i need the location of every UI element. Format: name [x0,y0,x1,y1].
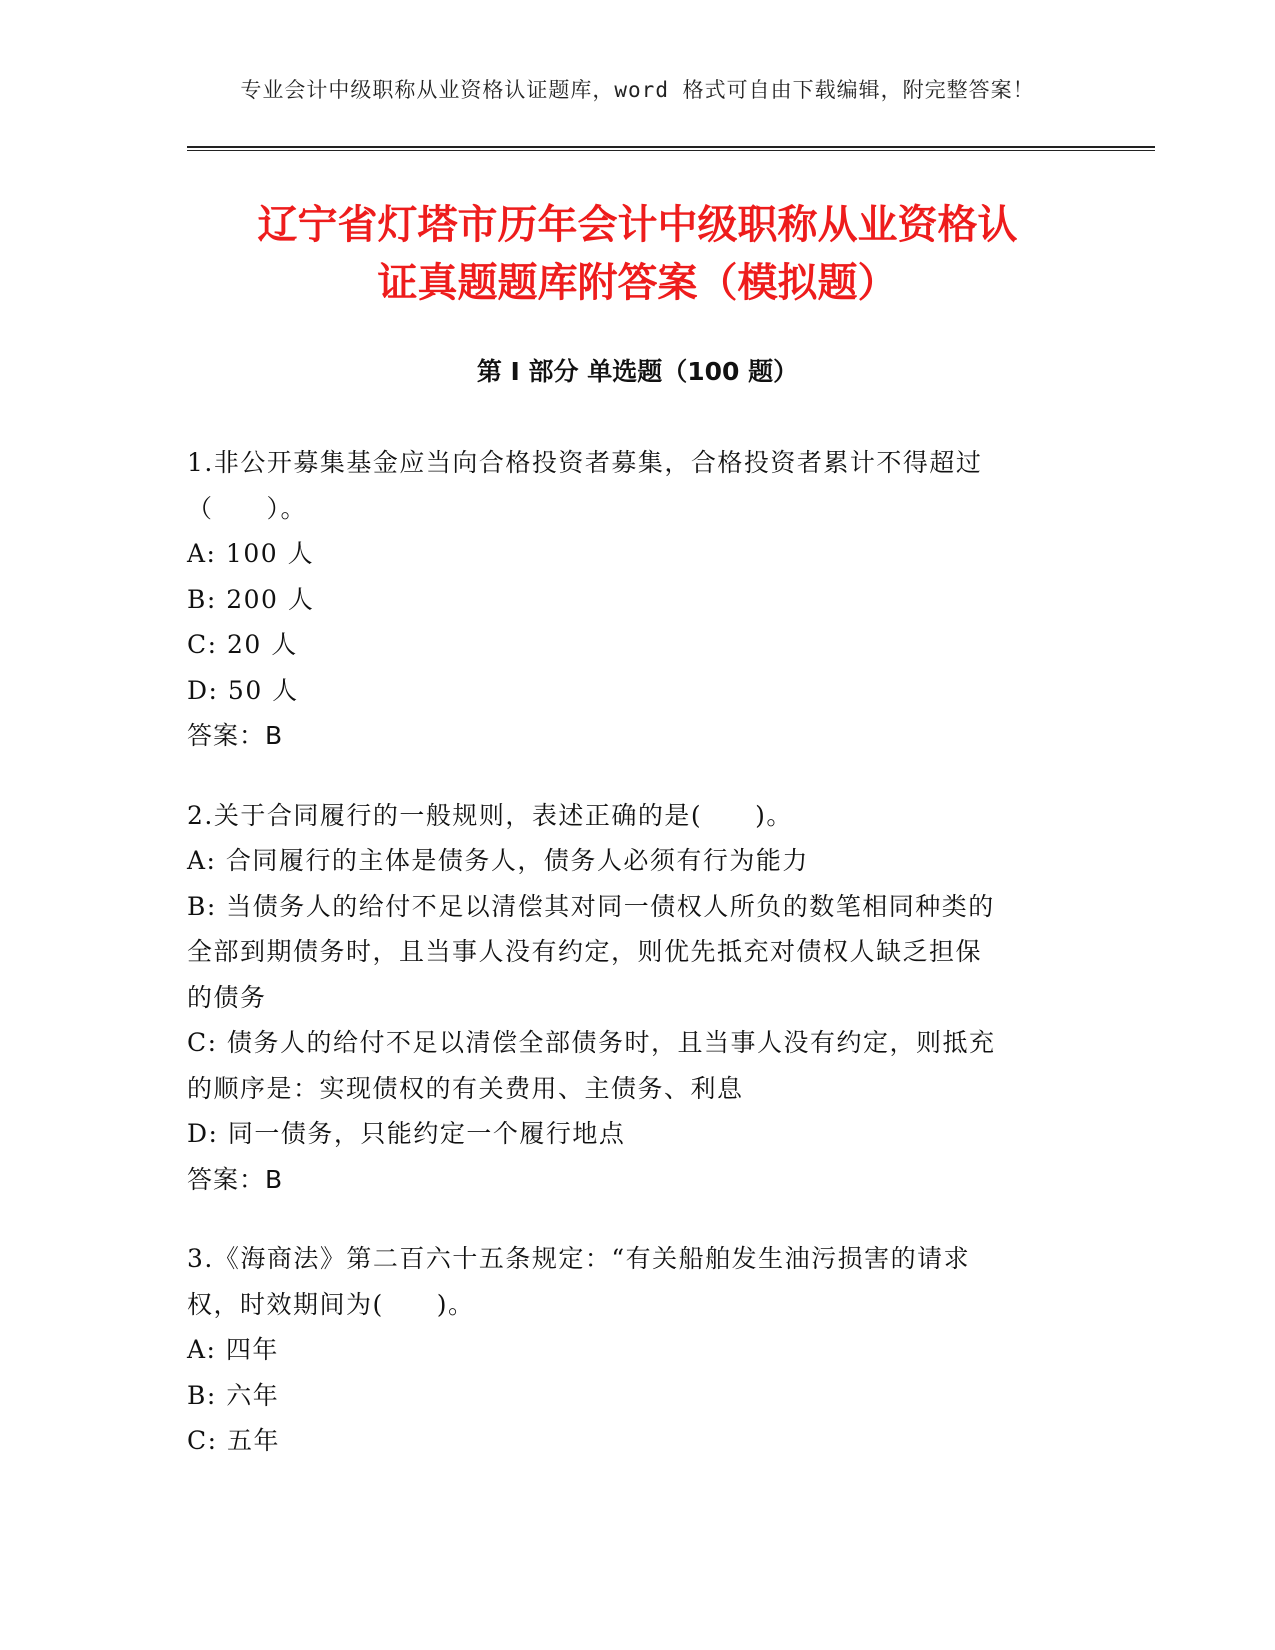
option-line: A: 合同履行的主体是债务人，债务人必须有行为能力 [187,846,809,875]
section-heading: 第 I 部分 单选题（100 题） [476,357,799,386]
question-list [187,440,1077,1498]
option-line: B: 200 人 [187,584,315,614]
option-line: 的债务 [187,982,267,1012]
option-line: D: 同一债务，只能约定一个履行地点 [187,1119,626,1148]
question-stem-line: 3.《海商法》第二百六十五条规定：“有关船舶发生油污损害的请求 [187,1244,971,1273]
header-divider-thin [187,150,1155,151]
option-line: B: 六年 [187,1380,280,1410]
question-2 [187,793,1077,1203]
option-line: C: 五年 [187,1426,280,1455]
title-line-2: 证真题题库附答案（模拟题） [377,260,898,306]
answer-line: 答案：B [187,1164,284,1194]
question-stem-line: 1.非公开募集基金应当向合格投资者募集，合格投资者累计不得超过 [187,448,983,477]
option-line: A: 100 人 [187,539,315,568]
option-line: 的顺序是：实现债权的有关费用、主债务、利息 [187,1073,744,1103]
header-note: 专业会计中级职称从业资格认证题库，word 格式可自由下载编辑，附完整答案！ [240,78,1035,102]
header-divider-thick [187,146,1155,148]
document-title [180,196,1095,312]
title-line-1: 辽宁省灯塔市历年会计中级职称从业资格认 [257,202,1018,248]
question-3 [187,1236,1077,1464]
option-line: 全部到期债务时，且当事人没有约定，则优先抵充对债权人缺乏担保 [187,937,983,966]
question-stem-line: （ ）。 [187,493,308,523]
question-1 [187,440,1077,759]
question-stem-line: 2.关于合同履行的一般规则，表述正确的是( )。 [187,800,793,830]
option-line: C: 20 人 [187,630,298,659]
answer-line: 答案：B [187,721,284,750]
option-line: D: 50 人 [187,675,299,705]
option-line: C: 债务人的给付不足以清偿全部债务时，且当事人没有约定，则抵充 [187,1028,996,1057]
option-line: B: 当债务人的给付不足以清偿其对同一债权人所负的数笔相同种类的 [187,891,995,921]
option-line: A: 四年 [187,1335,279,1364]
question-stem-line: 权，时效期间为( )。 [187,1289,475,1319]
